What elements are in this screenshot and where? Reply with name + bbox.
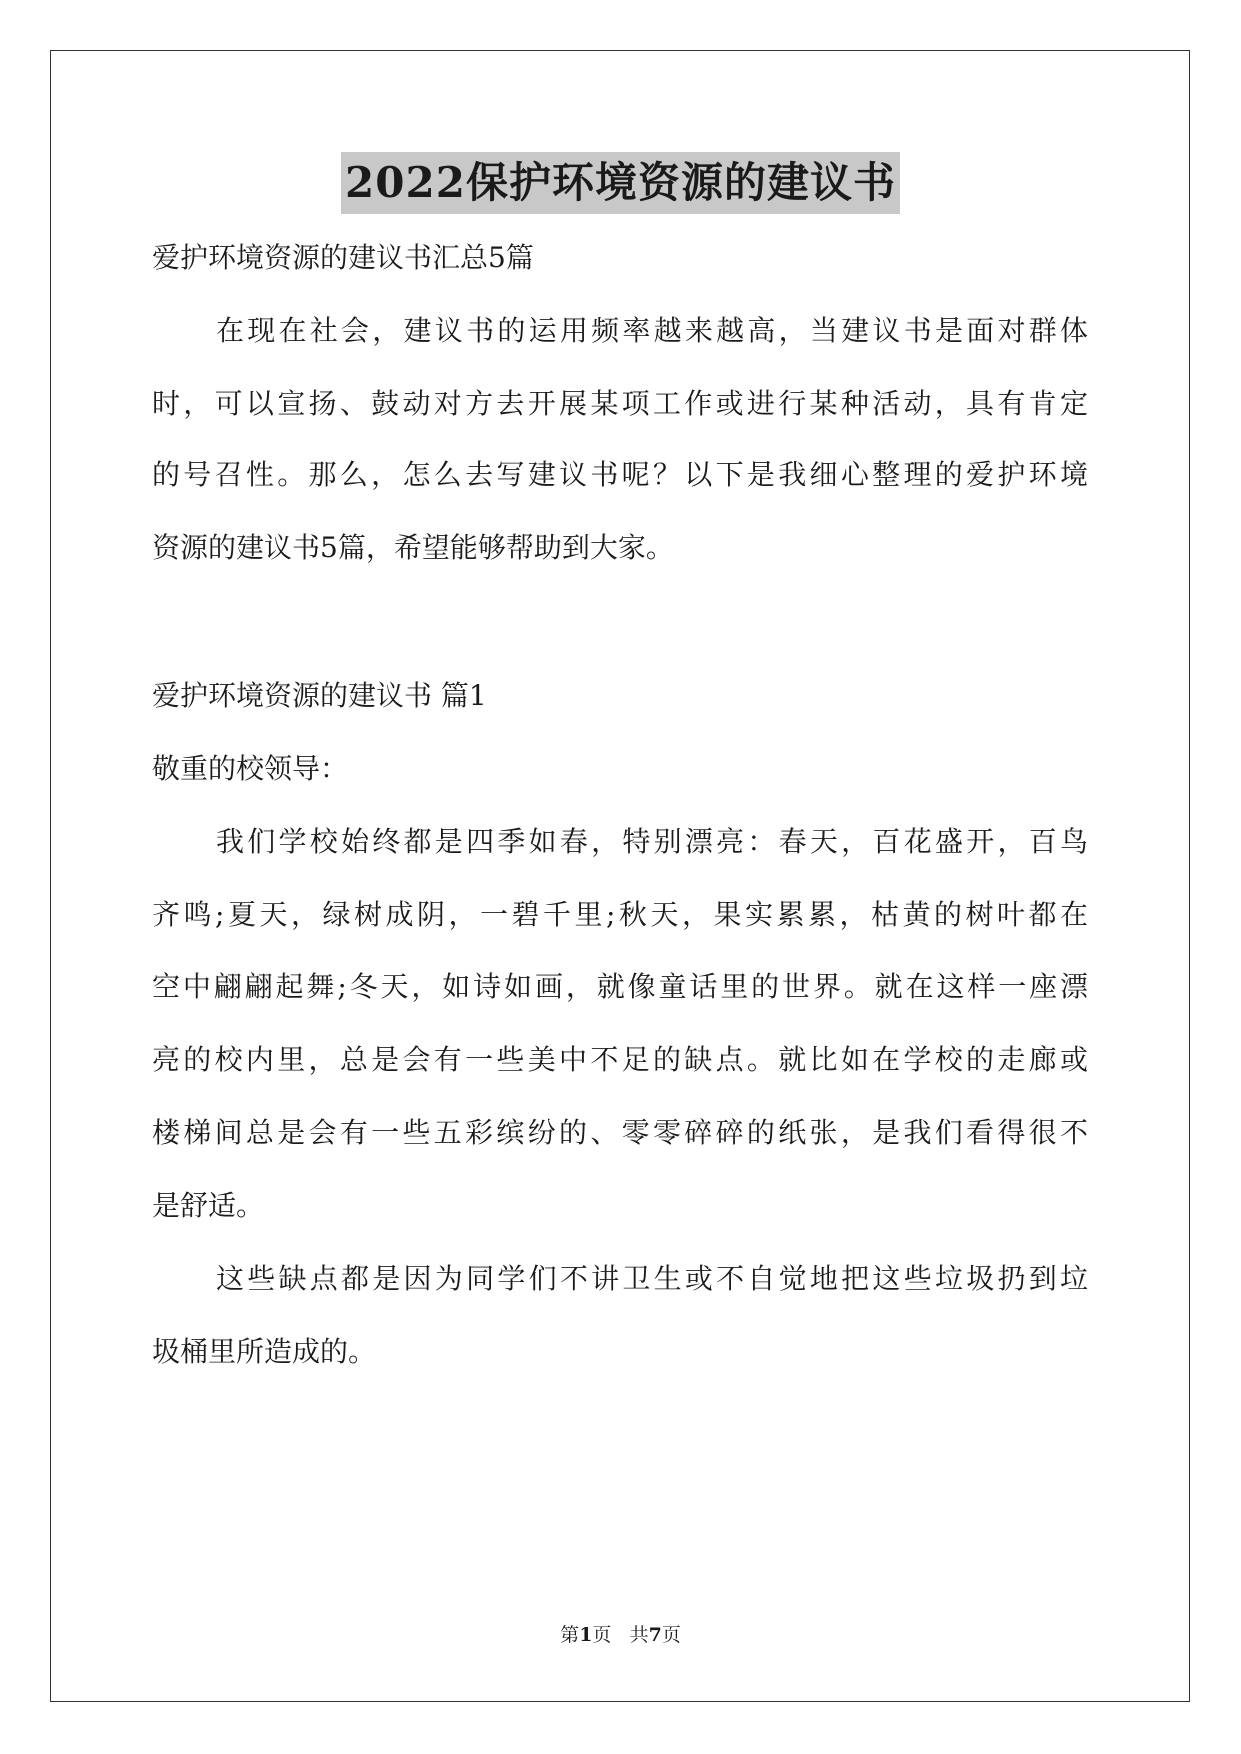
title-container bbox=[0, 152, 1241, 214]
footer-page-total: 7 bbox=[648, 1624, 662, 1646]
para1-line-6: 是舒适。 bbox=[152, 1189, 265, 1222]
page-footer bbox=[0, 1622, 1241, 1648]
footer-total-unit: 页 bbox=[661, 1624, 681, 1646]
section-heading: 爱护环境资源的建议书 篇1 bbox=[152, 679, 487, 712]
document-title: 2022保护环境资源的建议书 bbox=[341, 152, 900, 214]
para2-line-1: 这些缺点都是因为同学们不讲卫生或不自觉地把这些垃圾扔到垃 bbox=[216, 1262, 1088, 1295]
page-border bbox=[50, 50, 1190, 1702]
para1-line-4: 亮的校内里，总是会有一些美中不足的缺点。就比如在学校的走廊或 bbox=[152, 1043, 1088, 1076]
footer-page-unit: 页 bbox=[592, 1624, 612, 1646]
para2-line-2: 圾桶里所造成的。 bbox=[152, 1335, 377, 1368]
para1-line-2: 齐鸣;夏天，绿树成阴，一碧千里;秋天，果实累累，枯黄的树叶都在 bbox=[152, 898, 1088, 931]
intro-line-2: 时，可以宣扬、鼓动对方去开展某项工作或进行某种活动，具有肯定 bbox=[152, 387, 1088, 420]
intro-line-3: 的号召性。那么，怎么去写建议书呢？以下是我细心整理的爱护环境 bbox=[152, 458, 1088, 491]
footer-page-prefix: 第 bbox=[560, 1624, 580, 1646]
footer-page-current: 1 bbox=[579, 1624, 593, 1646]
intro-line-4: 资源的建议书5篇，希望能够帮助到大家。 bbox=[152, 531, 674, 564]
footer-total-prefix: 共 bbox=[629, 1624, 649, 1646]
document-subtitle: 爱护环境资源的建议书汇总5篇 bbox=[152, 241, 534, 274]
para1-line-3: 空中翩翩起舞;冬天，如诗如画，就像童话里的世界。就在这样一座漂 bbox=[152, 970, 1088, 1003]
intro-line-1: 在现在社会，建议书的运用频率越来越高，当建议书是面对群体 bbox=[216, 314, 1088, 347]
para1-line-5: 楼梯间总是会有一些五彩缤纷的、零零碎碎的纸张，是我们看得很不 bbox=[152, 1116, 1088, 1149]
salutation: 敬重的校领导： bbox=[152, 752, 349, 785]
para1-line-1: 我们学校始终都是四季如春，特别漂亮：春天，百花盛开，百鸟 bbox=[216, 825, 1088, 858]
